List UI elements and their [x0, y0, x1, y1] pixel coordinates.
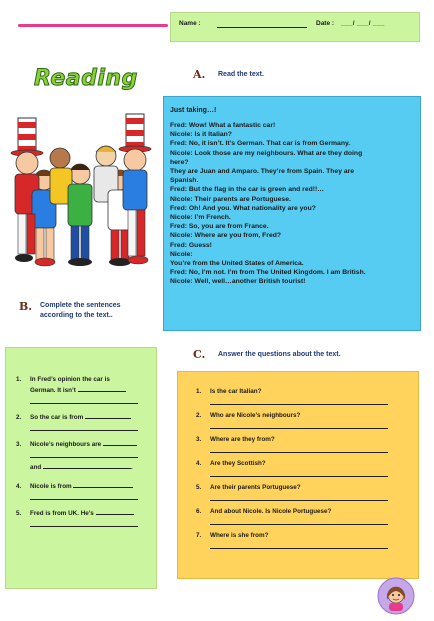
answer-blank[interactable] — [96, 508, 134, 515]
question-item — [196, 530, 410, 549]
complete-item-3: 3. Nicole’s neighbours are and . — [16, 439, 148, 473]
item-text: Nicole’s neighbours are — [30, 441, 102, 448]
story-line: Fred: So, you are from France. — [170, 223, 269, 231]
question-item — [196, 482, 410, 501]
section-b-instruction-line-2: according to the text.. — [40, 312, 113, 319]
section-c-instruction: Answer the questions about the text. — [218, 351, 341, 358]
answer-blank[interactable] — [30, 519, 138, 527]
item-text: Nicole is from — [30, 483, 72, 490]
complete-item-2 — [16, 412, 148, 431]
section-a-letter: A. — [193, 68, 206, 81]
answer-blank[interactable] — [30, 492, 138, 500]
story-line: Nicole: Where are you from, Fred? — [170, 232, 282, 240]
section-b-instruction-line-1: Complete the sentences — [40, 302, 121, 309]
question-item — [196, 410, 410, 429]
item-number: 5. — [16, 510, 22, 517]
story-line: Fred: Guess! — [170, 241, 212, 249]
name-date-header — [170, 12, 420, 42]
question-text: Where are they from? — [210, 436, 275, 443]
story-line: They are Juan and Amparo. They’re from Spain. They are — [170, 168, 355, 176]
question-text: Are they Scottish? — [210, 460, 266, 467]
item-text: So the car is from — [30, 414, 84, 421]
question-text: Where is she from? — [210, 532, 269, 539]
question-item — [196, 506, 410, 525]
question-text: Is the car Italian? — [210, 388, 262, 395]
story-line: Fred: Oh! And you. What nationality are you? — [170, 204, 316, 212]
story-line: Nicole: — [170, 250, 193, 258]
question-text: Who are Nicole’s neighbours? — [210, 412, 301, 419]
item-number: 1. — [16, 376, 22, 383]
answer-line[interactable] — [210, 397, 388, 405]
question-number: 1. — [196, 388, 202, 395]
complete-item-4 — [16, 481, 148, 500]
question-number: 6. — [196, 508, 202, 515]
question-item — [196, 434, 410, 453]
date-label: Date : — [316, 20, 335, 27]
answer-blank[interactable] — [43, 462, 131, 469]
item-text: German. It isn’t — [30, 387, 76, 394]
answer-blank[interactable] — [85, 412, 131, 419]
striped-hat-icon — [11, 118, 43, 156]
complete-sentences-box — [5, 347, 157, 589]
story-line: Fred: No, I’m not. I’m from The United Kingdom. I am British. — [170, 269, 366, 277]
item-number: 2. — [16, 414, 22, 421]
answer-blank[interactable] — [78, 385, 126, 392]
answer-line[interactable] — [210, 469, 388, 477]
section-c-letter: C. — [193, 348, 206, 361]
story-line: Fred: No, it isn’t. It’s German. That car is from Germany. — [170, 140, 351, 148]
question-item — [196, 386, 410, 405]
story-line: Nicole: Well, well…another British tourist! — [170, 278, 306, 286]
date-field[interactable]: ___/ ___/ ___ — [341, 20, 385, 27]
question-number: 2. — [196, 412, 202, 419]
section-a-instruction: Read the text. — [218, 71, 264, 78]
item-text: Fred is from UK. He’s — [30, 510, 94, 517]
question-item — [196, 458, 410, 477]
item-text: and — [30, 464, 42, 471]
answer-blank[interactable] — [30, 450, 138, 458]
complete-item-1 — [16, 374, 148, 404]
answer-line[interactable] — [210, 493, 388, 501]
item-number: 3. — [16, 441, 22, 448]
pink-divider-line — [18, 24, 168, 27]
page-title: Reading — [34, 66, 138, 91]
name-field[interactable] — [217, 27, 307, 28]
story-line: Nicole: Look those are my neighbours. What are they doing — [170, 149, 363, 157]
story-title: Just taking…! — [170, 107, 217, 114]
striped-hat-icon — [119, 114, 151, 152]
girl-logo-icon — [376, 576, 416, 616]
name-label: Name : — [179, 20, 201, 27]
answer-line[interactable] — [210, 421, 388, 429]
answer-blank[interactable] — [30, 396, 138, 404]
question-number: 4. — [196, 460, 202, 467]
item-text: In Fred’s opinion the car is — [30, 376, 110, 383]
question-number: 5. — [196, 484, 202, 491]
story-text-box — [163, 96, 421, 331]
question-number: 3. — [196, 436, 202, 443]
questions-box — [177, 371, 419, 579]
answer-blank[interactable] — [30, 423, 138, 431]
section-b-letter: B. — [19, 300, 33, 313]
answer-line[interactable] — [210, 541, 388, 549]
story-line: Fred: Wow! What a fantastic car! — [170, 122, 276, 129]
story-line: You’re from the United States of America. — [170, 260, 304, 268]
item-number: 4. — [16, 483, 22, 490]
question-text: And about Nicole. Is Nicole Portuguese? — [210, 508, 332, 515]
story-line: Nicole: I’m French. — [170, 214, 231, 222]
answer-blank[interactable] — [73, 481, 133, 488]
question-text: Are their parents Portuguese? — [210, 484, 301, 491]
complete-item-5 — [16, 508, 148, 527]
story-line: Fred: But the flag in the car is green and red!!… — [170, 186, 325, 194]
story-line: here? — [170, 158, 189, 166]
answer-blank[interactable] — [103, 439, 137, 446]
story-line: Nicole: Their parents are Portuguese. — [170, 195, 291, 203]
answer-line[interactable] — [210, 445, 388, 453]
story-line: Nicole: Is it Italian? — [170, 131, 232, 139]
answer-line[interactable] — [210, 517, 388, 525]
children-illustration — [10, 110, 160, 275]
question-number: 7. — [196, 532, 202, 539]
story-line: Spanish. — [170, 177, 199, 185]
